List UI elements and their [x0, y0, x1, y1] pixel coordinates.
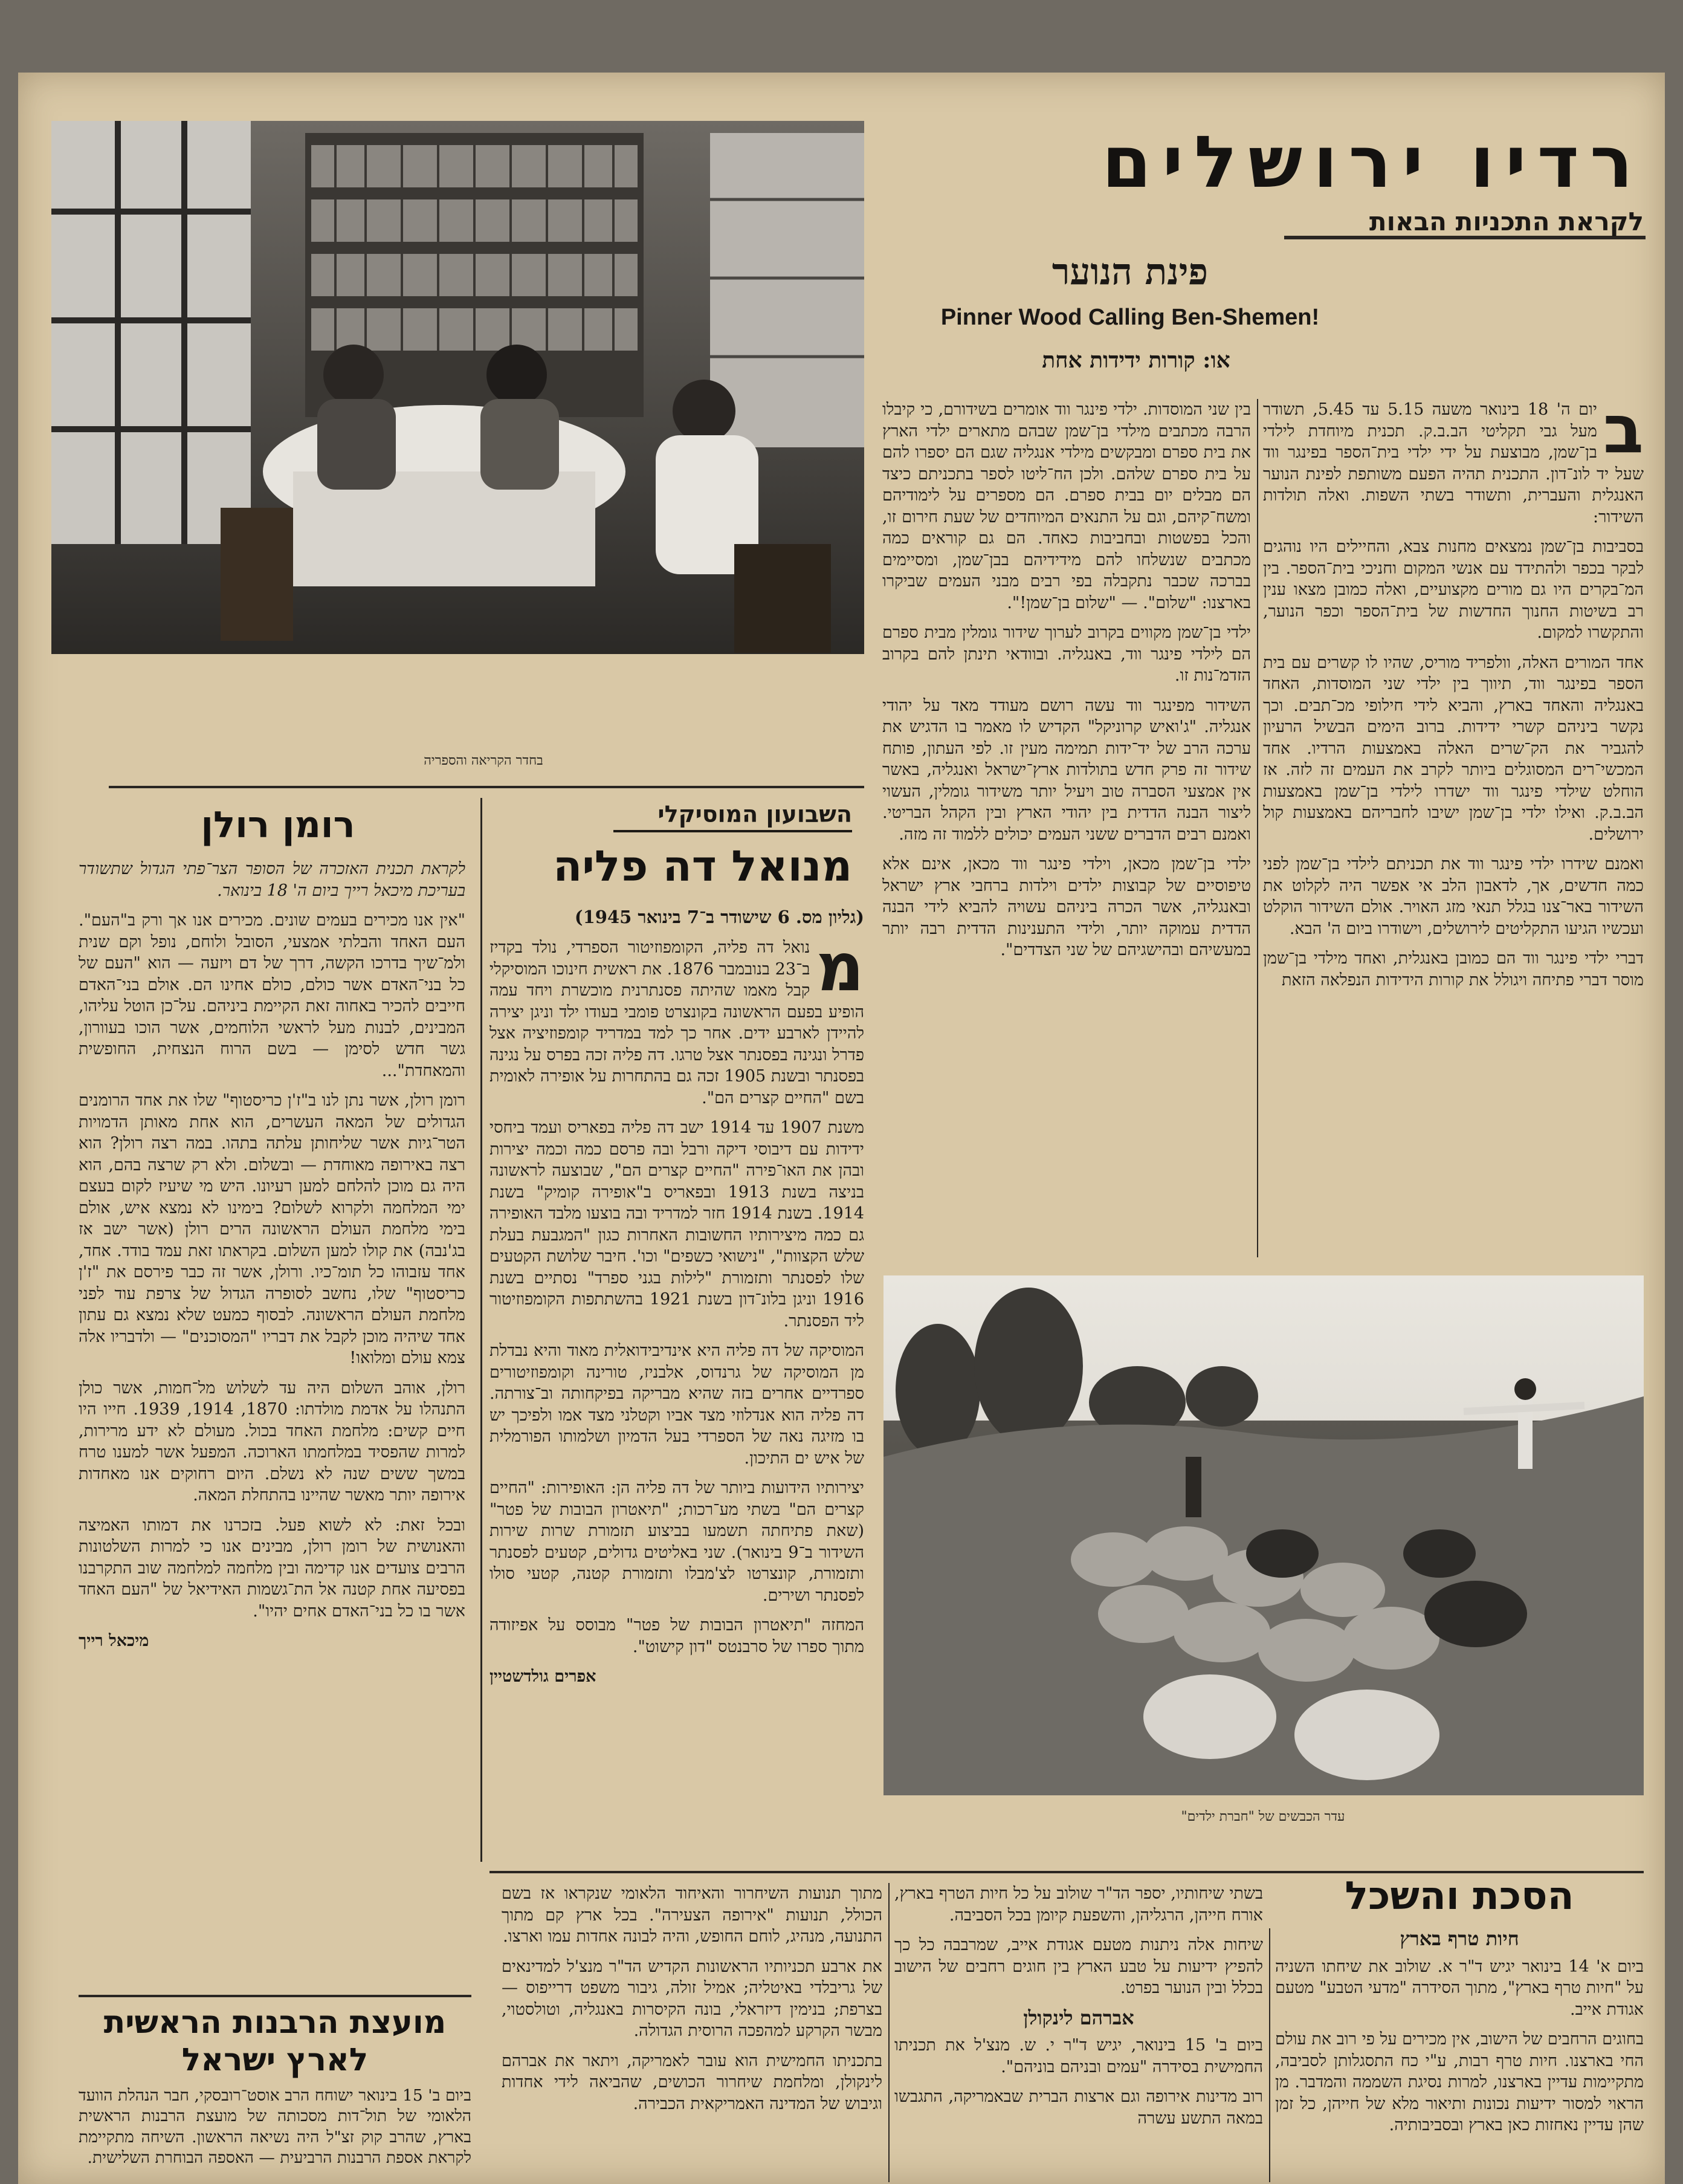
youth-paragraph: דברי ילדי פינגר ווד הם כמובן באנגלית, ואחד מילדי בן־שמן מוסר דברי פתיחה ויגולל את קורות הידידות הנפלאה הזאת: [1263, 949, 1644, 990]
rolland-paragraph: רולן, אוהב השלום היה עד לשלוש מל־חמות, אשר כולן התנהלו על אדמת מולדתו: 1870, 1914, 1939. חייו היו חיים קשים: מלחמת האחד בכול. מעולם לא ידע מרירות, למרות שהפסיד במלחמתו הארוכה. המפעל אשר למענו טרח במשך ששים שנה לא נשלם. היום רחוקים אנו מאחדות אירופה יותר מאשר שהיינו בהתחלת המאה.: [79, 1378, 466, 1505]
music-author: אפרים גולדשטיין: [489, 1667, 596, 1686]
science-rule: [489, 1871, 1644, 1873]
youth-paragraph: בין שני המוסדות. ילדי פינגר ווד אומרים בשידורם, כי קיבלו הרבה מכתבים מילדי בן־שמן שבהם מתארים ילדי הארץ את בית ספרם ומבקשים מילדי אנגליה שגם הם יספרו להם על בית ספרם שלהם. ולכן הח־ליטו לספר בתכניתם כיצד הם מבלים יום בבית ספרם. הם מספרים על לימודיהם ומשח־קיהם, וגם על התנאים המיוחדים של שעת חירום זו, והכל בפשטות ובחביבות כאחד. הם גם קוראים כמה מכתבים שנשלחו להם מידידיהם בבן־שמן, ומסיימים בברכה שכבר נתקבלה בפי רבים מבני העמים שביקרו בארצנו: "שלום". — "שלום בן־שמן!".: [882, 400, 1251, 612]
music-title: מנואל דה פליה: [553, 841, 852, 891]
science-paragraph: את ארבע תכניותיו הראשונות הקדיש הד"ר מנצ'ל למדינאים של גריבלדי באיטליה; אמיל זולה, גיבור משפט דרייפוס — בצרפת; בנימין דיזראלי, בונה הקיסרות באנגליה, וטולסטוי, מבשר הקרקע למהפכה הרוסית הגדולה.: [502, 1957, 882, 2040]
science-title: הסכת והשכל: [1345, 1874, 1574, 1919]
music-paragraph: משנת 1907 עד 1914 ישב דה פליה בפאריס ועמד ביחסי ידידות עם דיבוסי דיקה ורבל ובה פרסם כמה וכמה יצירות ובהן את האו־פירה "החיים קצרים הם", שבוצעה לראשונה בניצה בשנת 1913 ובפאריס ב"אופירה קומיק" בשנת 1914. בשנת 1914 חזר למדריד ובה בוצעו מלבד האופירה גם כמה מיצירותיו החשובות האחרות כגון "המגבעת בעלת שלש הקצוות", "נישואי כשפים" וכו'. חיבר שלושת הקטעים שלו לפסנתר ותזמורת "לילות בגני ספרד" נסתיים בשנת 1916 וניגן בלונ־דון בשנת 1921 בהשתתפות הקומפוזיטור ליד הפסנתר.: [489, 1118, 865, 1330]
music-paragraph: המוסיקה של דה פליה היא אינדיבידואלית מאוד והיא נבדלת מן המוסיקה של גרנדוס, אלבניז, טורינה וקומפוזיטורים ספרדיים אחרים בזה שהיא מבריקה בפיקחותה וב־צורתה. דה פליה הוא אנדלוזי מצד אביו וקטלני מצד אמו ולפיכך יש בו מזיגה נאה של הספרדי בעל הדמיון ושלמותו הפורמלית של איש ים התיכון.: [489, 1341, 864, 1468]
science-paragraph: רוב מדינות אירופה וגם ארצות הברית שבאמריקה, התגבשו במאה התשע עשרה: [894, 2087, 1263, 2128]
youth-paragraph: השידור מפינגר ווד עשה רושם מעודד מאד על יהודי אנגליה. "ג'ואיש קרוניקל" הקדיש לו מאמר בו הדגיש את ערכה הרב של יד־ידות תמימה מעין זו. לפי העתון, פותח שידור זה פרק חדש בתולדות ארץ־ישראל ואנגליה, באשר אין אמצעי הסברה טוב ויעיל יותר משידור גומלין, העשוי ליצור הבנה הדדית בין יהודי הארץ ובין הקהל הבריטי. ואמנם רבים הדברים ששני העמים יכולים ללמוד זה מזה.: [882, 696, 1251, 844]
science-column-left: [502, 1883, 882, 2182]
rabbinate-rule: [79, 1995, 471, 1997]
music-column: [489, 928, 865, 1862]
youth-paragraph: ואמנם שידרו ילדי פינגר ווד את תכניתם לילדי בן־שמן לפני כמה חדשים, אך, לדאבון הלב אי אפשר היה לקלוט את השידור באר־צנו בגלל תנאי מזג האויר. אולם השידור הוקלט ועכשיו הגיעו התקליטים לירושלים, וישודרו ביום ה' הבא.: [1263, 855, 1644, 938]
science-paragraph: ביום ב' 15 בינואר, יגיש ד"ר י. ש. מנצ'ל את תכניתו החמישית בסידרה "עמים ובניהם בוניהם".: [894, 2036, 1263, 2076]
rolland-paragraph: "אין אנו מכירים בעמים שונים. מכירים אנו אך ורק ב"העם". העם האחד והבלתי אמצעי, הסובל ולוחם, נופל וקם שנית ולמ־שיך בדרכו הקשה, דרך של דם ויזעה — הוא "העם של כל בני־האדם אשר כולם, כולם אחינו הם. אולם בני־האדם חייבים להכיר באחוה זאת הקיימת ביניהם. על־כן הוטל עליהו, המבינים, לבנות מעל לראשי הלוחמים, אשר הוכו בעוורון, גשר חדש לסימן — בשם הרוח הנצחית, החופשית והמאחדת"...: [79, 911, 465, 1080]
sheep-flock-photo: [883, 1275, 1644, 1795]
youth-paragraph: בסביבות בן־שמן נמצאים מחנות צבא, והחיילים היו נוהגים לבקר בכפר ולהתידד עם אנשי המקום וחניכי בית־הספר. בין המ־בקרים היו גם מורים מקצועיים, ואלה כמובן מצאו ענין רב בשיטות החנוך החדשות של בית־הספר וכפר הנוער, והתקשרו למקום.: [1263, 537, 1644, 642]
science-paragraph: בחוגים הרחבים של הישוב, אין מכירים על פי רוב את עולם החי בארצנו. חיות טרף רבות, ע"י כח התסגלותן לסביבה, מתקיימות עדיין בארצנו, למרות נסיגת השממה והמדבר. מן הראוי למסור ידיעות נכונות ותיאור מלא של חייהן, כל זמן שהן עדיין נאחזות כאן בארץ ובסביבותיה.: [1275, 2030, 1644, 2134]
music-kicker: השבועון המוסיקלי: [613, 801, 852, 832]
youth-column-left: [882, 399, 1251, 1257]
reading-room-caption: בחדר הקריאה והספריה: [424, 753, 543, 768]
rolland-column: [79, 858, 465, 1995]
rolland-intro: לקראת תכנית האזכרה של הסופר הצר־פתי הגדול שתשודר בעריכת מיכאל רייך ביום ה' 18 בינואר.: [79, 860, 465, 900]
masthead-kicker: לקראת התכניות הבאות: [1369, 207, 1644, 236]
science-column-right: [1275, 1928, 1644, 2182]
column-divider: [1257, 399, 1258, 1257]
rolland-paragraph: ובכל זאת: לא לשוא פעל. בזכרנו את דמותו האמיצה והאנושית של רומן רולן, מבינים אנו כי למרות השלטונות הרבים צועדים אנו קדימה ובין מלחמה למלחמה שוב התקרבנו בפסיעה אחת קטנה אל הת־גשמות האידיאל של "העם האחד אשר בו כל בני־האדם אחים יהיו".: [79, 1515, 465, 1621]
youth-title: פינת הנוער: [1051, 251, 1209, 293]
youth-paragraph: יום ה' 18 בינואר משעה 5.15 עד 5.45, תשודר מעל גבי תקליטי הב.ב.ק. תכנית מיוחדת לילדי בן־שמן, מבוצעת על ידי ילדי בית־הספר בפינגר ווד שעל יד לונ־דון. התכנית תהיה הפעם משותפת לפינת הנוער האנגלית והעברית, ותשודר בשתי השפות. ואלה תולדות השידור:: [1263, 400, 1644, 527]
music-paragraph: יצירותיו הידועות ביותר של דה פליה הן: האופירות: "החיים קצרים הם" בשתי מע־רכות; "תיאטרון הבובות של פטר" (שאת פתיחתה תשמעו בביצוע תזמורת שרות שירות השידור ב־9 בינואר). שני באליטים גדולים, קטעים לפסנתר ותזמורת, קונצרטו לצ'מבלו ותזמורת קטנה, קטעי סולו לפסנתר ושירים.: [489, 1479, 864, 1605]
youth-subtitle: או: קורות ידידות אחת: [1042, 348, 1230, 373]
music-paragraph: נואל דה פליה, הקומפוזיטור הספרדי, נולד בקדיז ב־23 בנובמבר 1876. את ראשית חינוכו המוסיקלי קבל מאמו שהיתה פסנתרנית מוכשרת ויחד עמה הופיע בפעם הראשונה בקונצרט פומבי בעודו ילד וניגן יצירה להיידן לארבע ידים. אחר כך למד במדריד קומפוזיציה אצל פדרל ונגינה בפסנתר אצל טרגו. דה פליה זכה בפרס על נגינה בפסנתר ובשנת 1905 זכה גם בהתחרות על אופירה לאומית בשם "החיים קצרים הם".: [489, 938, 864, 1107]
science-paragraph: בשתי שיחותיו, יספר הד"ר שולוב על כל חיות הטרף בארץ, אורח חייהן, הרגליהן, והשפעת קיומן בכל הסביבה.: [894, 1884, 1263, 1925]
music-paragraph: המחזה "תיאטרון הבובות של פטר" מבוסס על אפיזודה מתוך ספרו של סרבנטס "דון קישוט".: [489, 1616, 864, 1656]
youth-dropcap: ב: [1603, 390, 1644, 468]
rabbinate-title: מועצת הרבנות הראשית לארץ ישראל: [103, 2004, 447, 2078]
science-paragraph: מתוך תנועות השיחרור והאיחוד הלאומי שנקראו אז בשם הכולל, תנועות "אירופה הצעירה". בכל ארץ קם מתוך התנועה, מנהיג, לוחם החופש, והיה לבונה אחדות עמו וארצו.: [502, 1884, 882, 1946]
youth-english-title: Pinner Wood Calling Ben-Shemen!: [940, 305, 1320, 330]
music-subtitle: (גליון מס. 6 שישודר ב־7 בינואר 1945): [574, 907, 864, 927]
newspaper-page: [18, 73, 1665, 2184]
science-paragraph: בתכניתו החמישית הוא עובר לאמריקה, ויתאר את אברהם לינקולן, ומלחמת שיחרור הכושים, שהביאה לידי אחדות וגיבוש של המדינה האמריקאית הכבירה.: [502, 2051, 882, 2113]
column-divider: [888, 1883, 890, 2182]
youth-column-right: [1263, 390, 1644, 1245]
science-subtitle: אברהם לינקולן: [1023, 2006, 1134, 2029]
science-subtitle: חיות טרף בארץ: [1400, 1927, 1519, 1950]
youth-paragraph: אחד המורים האלה, וולפריד מוריס, שהיו לו קשרים עם בית הספר בפינגר ווד, תיווך בין ילדי שני המוסדות, האחד באנגליה והאחד בארץ, והביא לידי חילופי מכ־תבים. וכך נקשר ביניהם קשרי ידידות. ברוב הימים הבשיל הרעיון להגביר את הק־שרים האלה באמצעות הרדיו. אחד המכשי־רים המסוגלים ביותר לקרב את העמים זה לזה. אז הוחלט שילדי פינגר ווד ישדרו לילדי בן־שמן באמצעות הב.ב.ק. ואילו ילדי בן־שמן ישיבו לחבריהם באמצעות קול ירושלים.: [1263, 653, 1644, 844]
reading-room-photo: [51, 121, 864, 654]
youth-paragraph: ילדי בן־שמן מקווים בקרוב לערוך שידור גומלין מבית ספרם הם לילדי פינגר ווד, באנגליה. ובוודאי תינתן להם בקרוב הזדמ־נות זו.: [882, 623, 1251, 685]
science-paragraph: שיחות אלה ניתנות מטעם אגודת אייב, שמרבבה כל כך להפיץ ידיעות על טבע הארץ בין חוגים רחבים של הישוב בכלל ובין הנוער בפרט.: [894, 1936, 1263, 1997]
music-divider: [480, 798, 482, 1862]
music-dropcap: מ: [816, 928, 864, 1006]
rabbinate-text: ביום ב' 15 בינואר ישוחח הרב אוסט־רובסקי, חבר הנהלת הוועד הלאומי של תול־דות מסכותה של מועצת הרבנות הראשית בארץ, שהרב קוק זצ"ל היה נשיאה הראשון. השיחה מתקיימת לקראת אספת הרבנות הרביעית — האספה הבוחרת השלישית.: [79, 2086, 471, 2168]
column-divider: [1269, 1928, 1270, 2182]
science-paragraph: ביום א' 14 בינואר יגיש ד"ר א. שולוב את שיחתו השניה על "חיות טרף בארץ", מתוך הסידרה "מדעי הטבע" מטעם אגודת אייב.: [1275, 1957, 1644, 2019]
science-column-middle: [894, 1883, 1263, 2182]
youth-paragraph: ילדי בן־שמן מכאן, וילדי פינגר ווד מכאן, אינם אלא טיפוסיים של קבוצות ילדים וילדות ברחבי ארץ ישראל ובאנגליה, אשר הכרה ביניהם עשויה להביא לידי הבנה הדדית עמוקה יותר, ולידי התענינות הדדית רבה יותר במעשיהם ובהישגיהם של שני הצדדים".: [882, 855, 1251, 959]
sheep-flock-caption: עדר הכבשים של "חברת ילדים": [1181, 1809, 1345, 1824]
rolland-paragraph: רומן רולן, אשר נתן לנו ב"ז'ן כריסטוף" שלו את אחד הרומנים הגדולים של המאה העשרים, הוא אחת מאותן הדמויות הטר־גיות אשר שליחותן עלתה בתהו. במה רצה רולן? הוא רצה באירופה מאוחדת — ובשלום. ולא רק שרצה בהם, הוא היה גם מוכן להלחם למען רעיונו. היש מי שיעיז לקום בעצם ימי המלחמה ולקרוא לשלום? בימינו לא נמצא איש, אולם בימי מלחמת העולם הראשונה הרים רולן (אשר ישב אז בג'נבה) את קולו למען השלום. בקראתו זאת עמד בודד. אחד, אחד עזבוהו כל תומ־כיו. ורולן, אשר זה כבר פירסם את "ז'ן כריסטוף" שלו, נחשב לסופרה הגדול של צרפת עוד לפני מלחמת העולם הראשונה. לבסוף כמעט שלא נמצא גם עתון אחד שיהיה מוכן לקבל את דבריו "המסוכנים" — ולדבריו אלה צמא עולם ומלואו!: [79, 1091, 465, 1367]
top-left-rule: [109, 786, 864, 788]
rabbinate-column: [79, 2085, 471, 2182]
rolland-title: רומן רולן: [201, 804, 355, 846]
masthead-title: רדיו ירושלים: [1102, 120, 1644, 204]
rolland-author: מיכאל רייך: [79, 1632, 149, 1650]
